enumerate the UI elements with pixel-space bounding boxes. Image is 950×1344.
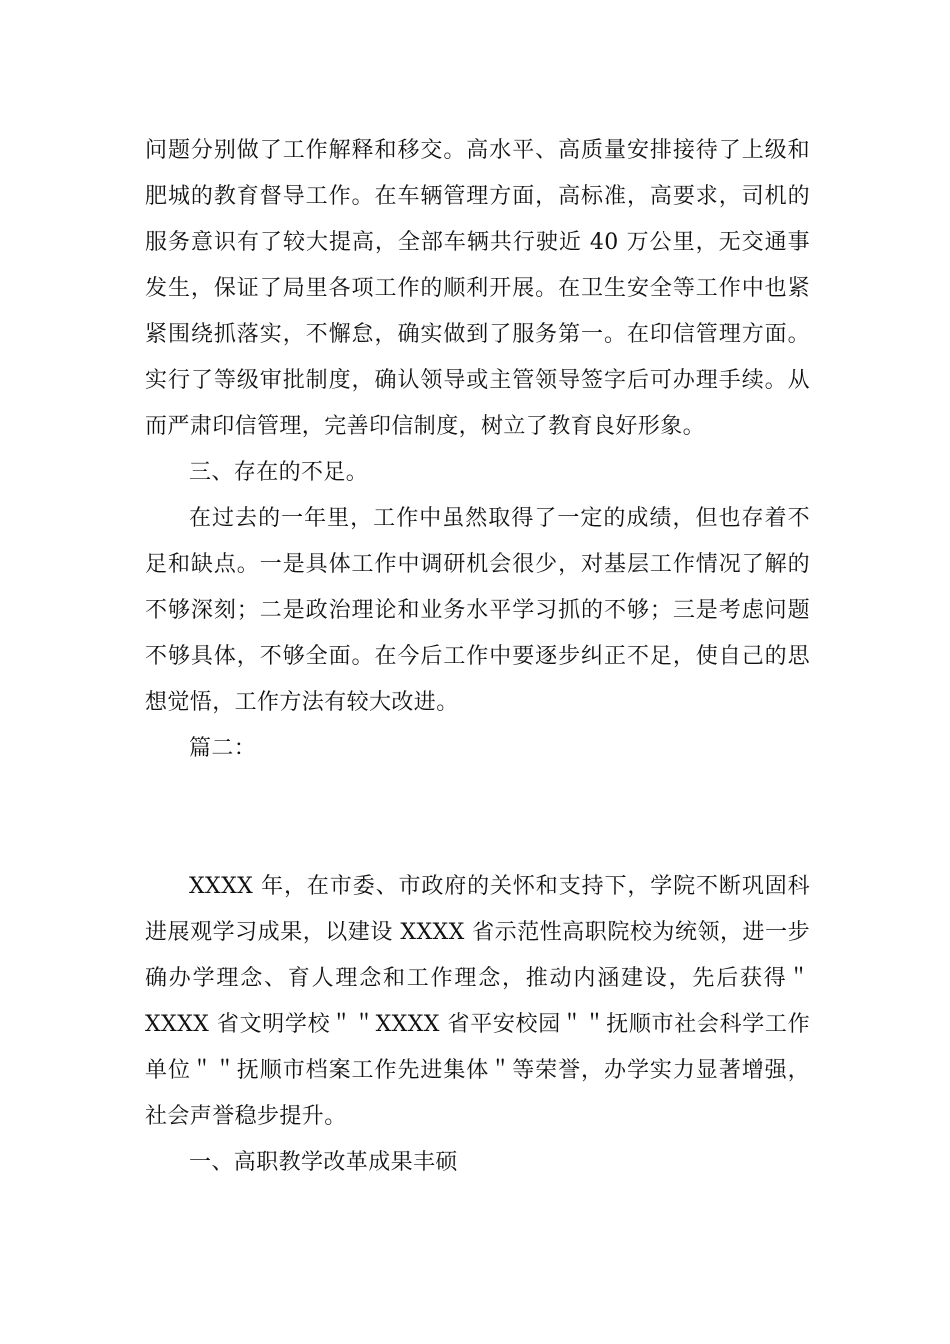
text-line: XXXX 年，在市委、市政府的关怀和支持下，学院不断巩固科 (189, 874, 810, 899)
text-line: 实行了等级审批制度，确认领导或主管领导签字后可办理手续。从 (145, 368, 810, 393)
text-line: 想觉悟，工作方法有较大改进。 (145, 690, 459, 715)
section-heading-shortcomings (145, 450, 810, 496)
text-line: 在过去的一年里，工作中虽然取得了一定的成绩，但也存着不 (189, 506, 810, 531)
text-line: 确办学理念、育人理念和工作理念，推动内涵建设，先后获得＂ (145, 966, 810, 991)
document-body (145, 128, 810, 1186)
text-line: 肥城的教育督导工作。在车辆管理方面，高标准，高要求，司机的 (145, 184, 810, 209)
text-line: 不够深刻；二是政治理论和业务水平学习抓的不够；三是考虑问题 (145, 598, 810, 623)
paragraph-service-work (145, 128, 810, 450)
text-line: 问题分别做了工作解释和移交。高水平、高质量安排接待了上级和 (145, 138, 810, 163)
text-line: 而严肃印信管理，完善印信制度，树立了教育良好形象。 (145, 414, 706, 439)
text-line: 社会声誉稳步提升。 (145, 1104, 347, 1129)
text-line: 发生，保证了局里各项工作的顺利开展。在卫生安全等工作中也紧 (145, 276, 810, 301)
heading-text: 三、存在的不足。 (189, 460, 369, 485)
part-two-label (145, 726, 810, 772)
section-heading-teaching-reform (145, 1140, 810, 1186)
heading-text: 一、高职教学改革成果丰硕 (189, 1150, 458, 1175)
text-line: 单位＂＂抚顺市档案工作先进集体＂等荣誉，办学实力显著增强， (145, 1058, 810, 1083)
text-line: 紧围绕抓落实，不懈怠，确实做到了服务第一。在印信管理方面。 (145, 322, 810, 347)
text-line: 进展观学习成果，以建设 XXXX 省示范性高职院校为统领，进一步 (145, 920, 810, 945)
text-line: 足和缺点。一是具体工作中调研机会很少，对基层工作情况了解的 (145, 552, 810, 577)
paragraph-shortcomings (145, 496, 810, 726)
paragraph-college-overview (145, 864, 810, 1140)
text-line: 不够具体，不够全面。在今后工作中要逐步纠正不足，使自己的思 (145, 644, 810, 669)
blank-space (145, 772, 810, 864)
text-line: XXXX 省文明学校＂＂XXXX 省平安校园＂＂抚顺市社会科学工作 (145, 1012, 810, 1037)
part-label-text: 篇二： (189, 736, 257, 761)
text-line: 服务意识有了较大提高，全部车辆共行驶近 40 万公里，无交通事 (145, 230, 810, 255)
